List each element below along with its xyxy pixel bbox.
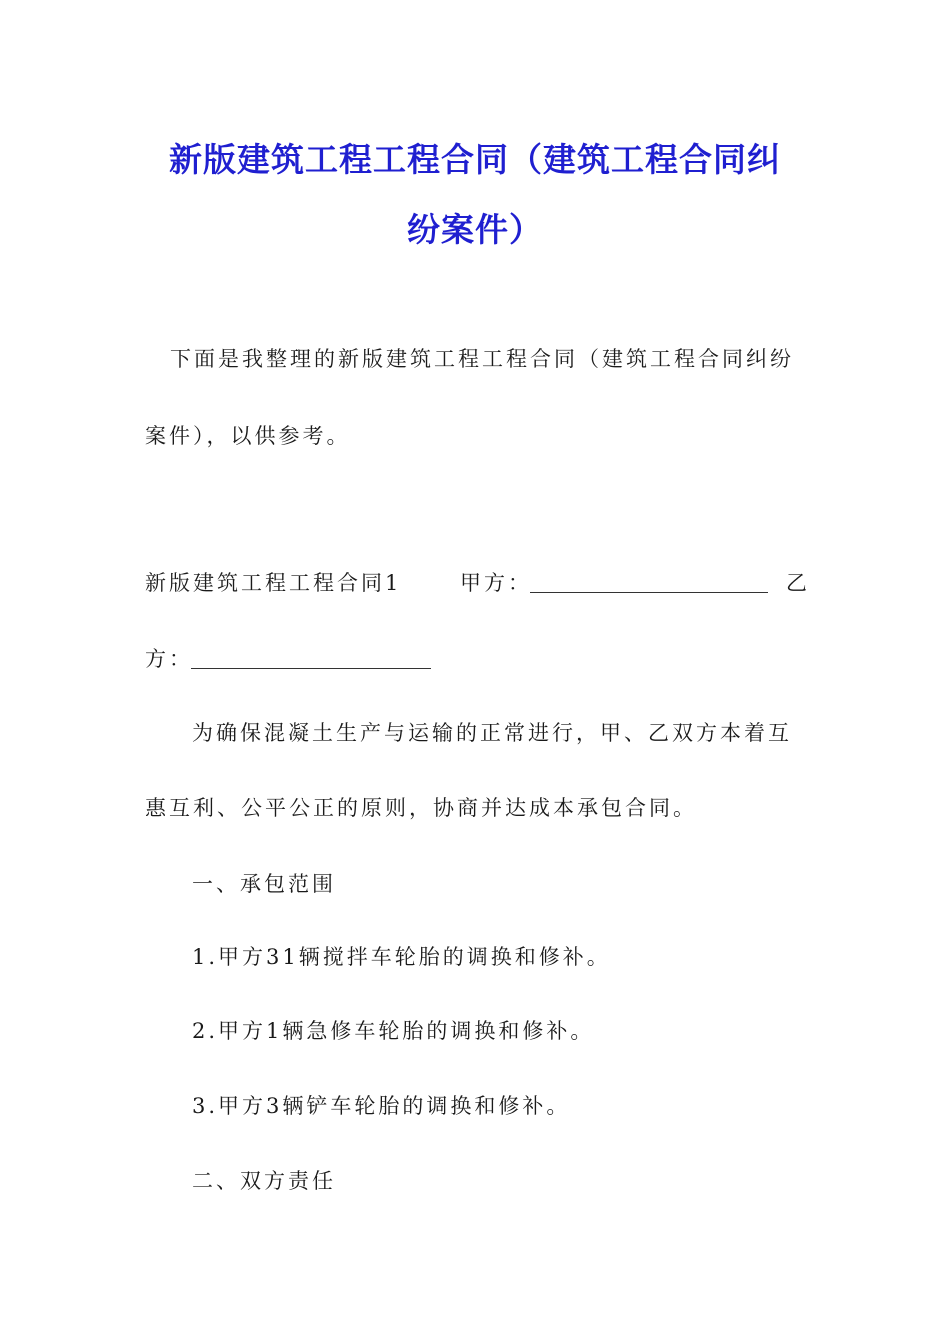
document-title-line-2: 纷案件） (407, 210, 543, 249)
party-b-label-part2: 方： (145, 647, 193, 671)
list-item-2: 2.甲方1辆急修车轮胎的调换和修补。 (192, 1019, 595, 1043)
section-2-title: 二、双方责任 (192, 1169, 336, 1193)
purpose-line-2: 惠互利、公平公正的原则，协商并达成本承包合同。 (145, 796, 697, 820)
contract-heading: 新版建筑工程工程合同1 (145, 571, 402, 595)
list-item-3: 3.甲方3辆铲车轮胎的调换和修补。 (192, 1094, 571, 1118)
party-a-label: 甲方： (460, 571, 532, 595)
intro-line-1: 下面是我整理的新版建筑工程工程合同（建筑工程合同纠纷 (170, 347, 794, 371)
list-item-1: 1.甲方31辆搅拌车轮胎的调换和修补。 (192, 945, 611, 969)
party-b-blank (191, 650, 431, 669)
section-1-title: 一、承包范围 (192, 872, 336, 896)
party-b-label-part1: 乙 (786, 571, 810, 595)
intro-line-2: 案件），以供参考。 (145, 424, 351, 448)
party-a-blank (530, 574, 768, 593)
document-title-line-1: 新版建筑工程工程合同（建筑工程合同纠 (169, 140, 781, 179)
purpose-line-1: 为确保混凝土生产与运输的正常进行，甲、乙双方本着互 (192, 721, 792, 745)
